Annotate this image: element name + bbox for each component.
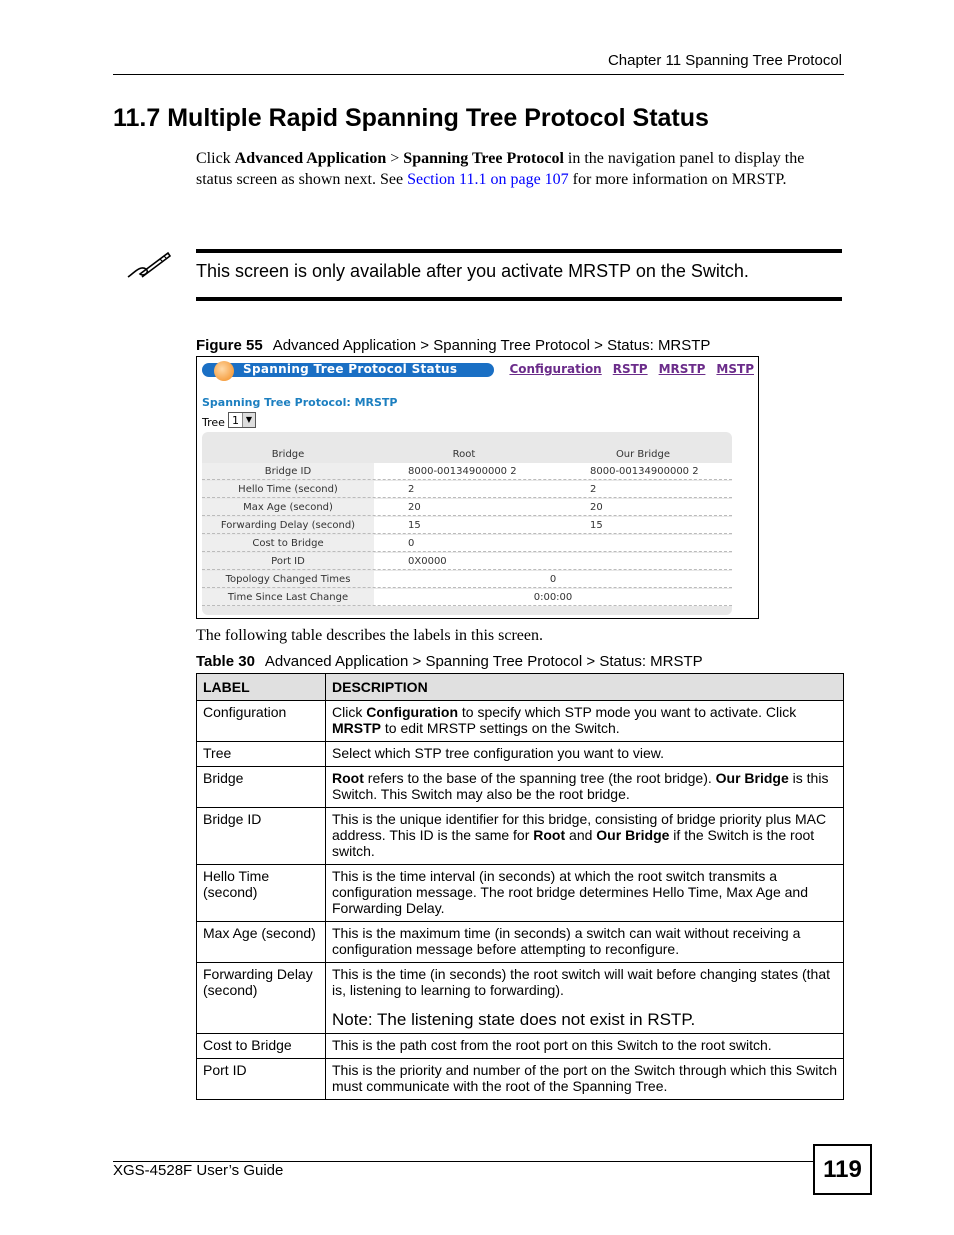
table-header-row: [197, 674, 844, 701]
table-row: [202, 517, 732, 534]
row-value: 0:00:00: [533, 592, 573, 603]
table-row: [202, 481, 732, 498]
header-description: DESCRIPTION: [326, 674, 844, 701]
table-row: [197, 767, 844, 808]
row-our-value: 2: [590, 484, 597, 495]
row-label: Cost to Bridge: [252, 538, 324, 549]
table-row: [197, 963, 844, 1034]
note-rule-top: [196, 249, 842, 253]
row-root-value: 8000-00134900000 2: [408, 466, 517, 477]
figure-caption-text: Advanced Application > Spanning Tree Protocol > Status: MRSTP: [272, 337, 711, 354]
following-text: The following table describes the labels in this screen.: [196, 627, 544, 644]
row-label: Forwarding Delay (second): [197, 963, 326, 1034]
row-label: Topology Changed Times: [225, 574, 351, 585]
table-caption-text: Advanced Application > Spanning Tree Protocol > Status: MRSTP: [264, 653, 703, 670]
desc-text: and: [565, 827, 597, 843]
table-row: [202, 589, 732, 606]
intro-text: Click: [196, 150, 235, 167]
chapter-header: Chapter 11 Spanning Tree Protocol: [607, 52, 842, 69]
guide-title: XGS-4528F User’s Guide: [113, 1162, 284, 1179]
row-description: [326, 808, 844, 865]
figure-nav-links: [498, 362, 754, 376]
row-label: Bridge: [197, 767, 326, 808]
figure-screenshot: [196, 356, 759, 619]
row-label: Forwarding Delay (second): [220, 520, 356, 531]
col-bridge: Bridge: [271, 449, 305, 460]
desc-text: This is the time (in seconds) the root switch will wait before changing states (that is, listening to learning to forwarding).: [332, 966, 830, 998]
desc-text: This is the unique identifier for this bridge, consisting of bridge priority plus MAC address. This ID is the same for: [332, 811, 827, 843]
link-rstp[interactable]: RSTP: [612, 362, 648, 376]
tree-select[interactable]: [228, 412, 256, 428]
desc-text: refers to the base of the spanning tree (the root bridge).: [363, 770, 716, 786]
link-mrstp[interactable]: MRSTP: [658, 362, 706, 376]
section-title: 11.7 Multiple Rapid Spanning Tree Protocol Status: [113, 104, 709, 132]
intro-paragraph: [196, 148, 836, 190]
header-rule: [113, 74, 844, 75]
row-label: Bridge ID: [197, 808, 326, 865]
listening-note: Note: The listening state does not exist in RSTP.: [332, 1010, 696, 1029]
desc-text: is this Switch. This Switch may also be the root bridge.: [332, 770, 829, 802]
note-pen-icon: [124, 247, 174, 281]
tree-label: Tree: [202, 416, 225, 429]
table-row: [202, 499, 732, 516]
row-label: Hello Time (second): [197, 865, 326, 922]
row-description: Select which STP tree configuration you want to view.: [326, 742, 844, 767]
orange-dot-icon: [214, 361, 234, 381]
link-mstp[interactable]: MSTP: [716, 362, 754, 376]
note-rule-bottom: [196, 297, 842, 301]
table-row: [197, 1034, 844, 1059]
desc-text: if the Switch is the root switch.: [332, 827, 815, 859]
row-label: Tree: [197, 742, 326, 767]
table-row: [202, 571, 732, 588]
note-text: This screen is only available after you activate MRSTP on the Switch.: [196, 261, 749, 281]
row-label: Max Age (second): [243, 502, 333, 513]
row-label: Time Since Last Change: [227, 592, 349, 603]
page-number: 119: [813, 1144, 872, 1195]
link-configuration[interactable]: Configuration: [509, 362, 602, 376]
row-our-value: 15: [590, 520, 603, 531]
chevron-down-icon: ▼: [242, 413, 255, 427]
tree-select-value: 1: [232, 414, 239, 427]
desc-bold: MRSTP: [332, 720, 381, 736]
intro-text: in the navigation panel to display the status screen as shown next. See: [196, 150, 805, 188]
section-link[interactable]: Section 11.1 on page 107: [407, 171, 569, 188]
desc-bold: Configuration: [366, 704, 458, 720]
table-caption-label: Table 30: [196, 653, 255, 670]
row-label: Port ID: [271, 556, 305, 567]
row-description: This is the time interval (in seconds) at which the root switch transmits a configuration message. The root bridge determines Hello Time, Max Age and Forwarding Delay.: [326, 865, 844, 922]
header-label: LABEL: [197, 674, 326, 701]
desc-text: Click: [332, 704, 367, 720]
row-description: This is the priority and number of the port on the Switch through which this Switch must communicate with the root of the Spanning Tree.: [326, 1059, 844, 1100]
table-caption: [196, 653, 703, 670]
row-description: This is the path cost from the root port on this Switch to the root switch.: [326, 1034, 844, 1059]
desc-bold: Our Bridge: [596, 827, 670, 843]
intro-text: for more information on MRSTP.: [568, 171, 787, 188]
desc-text: to specify which STP mode you want to activate. Click: [458, 704, 797, 720]
table-row: [197, 1059, 844, 1100]
intro-bold: Spanning Tree Protocol: [403, 150, 564, 167]
intro-text: >: [386, 150, 404, 167]
row-label: Configuration: [197, 701, 326, 742]
figure-caption: [196, 337, 710, 354]
intro-bold: Advanced Application: [234, 150, 387, 167]
row-root-value: 2: [408, 484, 415, 495]
row-our-value: 20: [590, 502, 603, 513]
figure-caption-label: Figure 55: [196, 337, 263, 354]
desc-bold: Our Bridge: [715, 770, 789, 786]
table-row: [202, 463, 732, 480]
status-table: [202, 432, 732, 615]
row-value: 0: [549, 574, 557, 585]
desc-bold: Root: [533, 827, 566, 843]
row-description: [326, 963, 844, 1034]
row-label: Port ID: [197, 1059, 326, 1100]
row-root-value: 0X0000: [408, 556, 447, 567]
col-root: Root: [452, 449, 476, 460]
table-row: [202, 553, 732, 570]
table-row: [197, 808, 844, 865]
col-our-bridge: Our Bridge: [615, 449, 671, 460]
status-table-header: [202, 446, 732, 463]
row-label: Hello Time (second): [238, 484, 338, 495]
table-row: [197, 865, 844, 922]
table-row: [197, 701, 844, 742]
row-description: [326, 701, 844, 742]
table-row: [197, 922, 844, 963]
row-label: Max Age (second): [197, 922, 326, 963]
desc-bold: Root: [332, 770, 364, 786]
row-root-value: 0: [408, 538, 415, 549]
row-root-value: 15: [408, 520, 421, 531]
row-label: Cost to Bridge: [197, 1034, 326, 1059]
desc-text: to edit MRSTP settings on the Switch.: [381, 720, 620, 736]
table-row: [202, 535, 732, 552]
row-our-value: 8000-00134900000 2: [590, 466, 699, 477]
row-description: This is the maximum time (in seconds) a switch can wait without receiving a configuration message before attempting to reconfigure.: [326, 922, 844, 963]
figure-header-title: Spanning Tree Protocol Status: [243, 362, 458, 376]
table-row: [197, 742, 844, 767]
figure-subtitle: Spanning Tree Protocol: MRSTP: [202, 396, 398, 409]
row-description: [326, 767, 844, 808]
description-table: [196, 673, 844, 1100]
row-root-value: 20: [408, 502, 421, 513]
row-label: Bridge ID: [264, 466, 312, 477]
